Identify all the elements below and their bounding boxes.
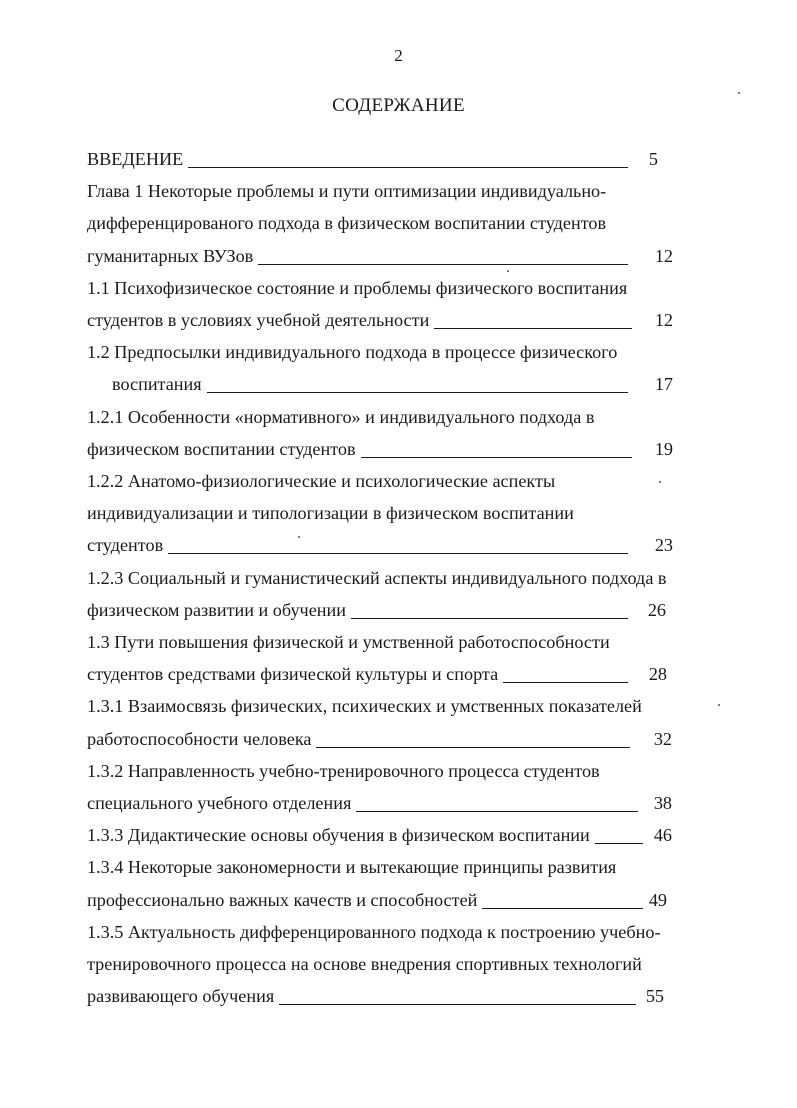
toc-entry-text: 1.2.3 Социальный и гуманистический аспекты индивидуального подхода в xyxy=(87,567,667,588)
toc-entry-text: студентов в условиях учебной деятельности xyxy=(87,310,430,330)
toc-page-number: 32 xyxy=(653,728,672,749)
toc-entry-text: студентов xyxy=(87,535,164,556)
toc-page-number: 12 xyxy=(654,245,673,266)
toc-leader-line xyxy=(434,328,632,329)
toc-entry-text: специального учебного отделения xyxy=(87,793,352,813)
toc-page-number: 49 xyxy=(648,889,667,910)
toc-entry-text: 1.3.5 Актуальность дифференцированного подхода к построению учебно- xyxy=(87,921,661,942)
toc-leader-line xyxy=(188,167,628,168)
toc-entry-text: гуманитарных ВУЗов xyxy=(87,245,254,266)
toc-page-number: 12 xyxy=(654,310,673,330)
toc-leader-line xyxy=(356,811,638,812)
scan-speck xyxy=(738,92,740,94)
toc-entry-text: 1.2.1 Особенности «нормативного» и индивидуального подхода в xyxy=(87,406,595,427)
toc-page-number: 26 xyxy=(647,599,666,620)
toc-entry-text: работоспособности человека xyxy=(87,728,312,749)
scan-speck xyxy=(298,536,300,538)
toc-entry-text: 1.2 Предпосылки индивидуального подхода в процессе физического xyxy=(87,342,618,363)
toc-leader-line xyxy=(279,1004,636,1005)
page-number: 2 xyxy=(394,46,403,65)
toc-page-number: 17 xyxy=(654,374,673,395)
toc-entry-text: физическом развитии и обучении xyxy=(87,599,346,620)
scan-speck xyxy=(507,270,509,272)
toc-entry-text: Глава 1 Некоторые проблемы и пути оптимизации индивидуально- xyxy=(87,181,607,202)
toc-page-number: 19 xyxy=(654,438,673,459)
toc-page-number: 46 xyxy=(653,825,672,846)
toc-entry-text: профессионально важных качеств и способностей xyxy=(87,889,478,910)
toc-entry-text: 1.3.2 Направленность учебно-тренировочного процесса студентов xyxy=(87,760,600,781)
scan-speck xyxy=(659,481,661,483)
toc-page-number: 28 xyxy=(648,664,667,685)
toc-leader-line xyxy=(503,682,628,683)
toc-leader-line xyxy=(351,618,628,619)
toc-leader-line xyxy=(258,264,628,265)
page-title: СОДЕРЖАНИЕ xyxy=(332,95,465,116)
scan-speck xyxy=(718,704,720,706)
toc-entry-text: 1.3 Пути повышения физической и умственной работоспособности xyxy=(87,632,610,652)
toc-entry-text: 1.3.4 Некоторые закономерности и вытекающие принципы развития xyxy=(87,857,617,878)
toc-entry-text: тренировочного процесса на основе внедрения спортивных технологий xyxy=(87,954,642,974)
toc-entry-text: ВВЕДЕНИЕ xyxy=(87,149,184,169)
toc-entry-text: 1.1 Психофизическое состояние и проблемы физического воспитания xyxy=(87,277,628,298)
toc-entry-text: 1.3.1 Взаимосвязь физических, психических и умственных показателей xyxy=(87,696,642,717)
toc-entry-text: дифференцированого подхода в физическом воспитании студентов xyxy=(87,213,607,234)
toc-page-number: 5 xyxy=(648,149,658,169)
toc-leader-line xyxy=(207,392,628,393)
toc-entry-text: воспитания xyxy=(112,374,202,395)
toc-entry-text: 1.3.3 Дидактические основы обучения в физическом воспитании xyxy=(87,825,590,846)
toc-entry-text: физическом воспитании студентов xyxy=(87,438,356,459)
toc-leader-line xyxy=(361,457,632,458)
toc-page-number: 23 xyxy=(654,535,673,556)
toc-entry-text: студентов средствами физической культуры и спорта xyxy=(87,664,499,685)
toc-page-number: 55 xyxy=(645,986,664,1007)
toc-page-number: 38 xyxy=(653,793,672,813)
toc-entry-text: индивидуализации и типологизации в физическом воспитании xyxy=(87,503,574,524)
toc-leader-line xyxy=(482,908,643,909)
toc-entry-text: развивающего обучения xyxy=(87,986,275,1007)
toc-leader-line xyxy=(316,747,630,748)
toc-entry-text: 1.2.2 Анатомо-физиологические и психологические аспекты xyxy=(87,471,556,491)
toc-leader-line xyxy=(168,553,628,554)
